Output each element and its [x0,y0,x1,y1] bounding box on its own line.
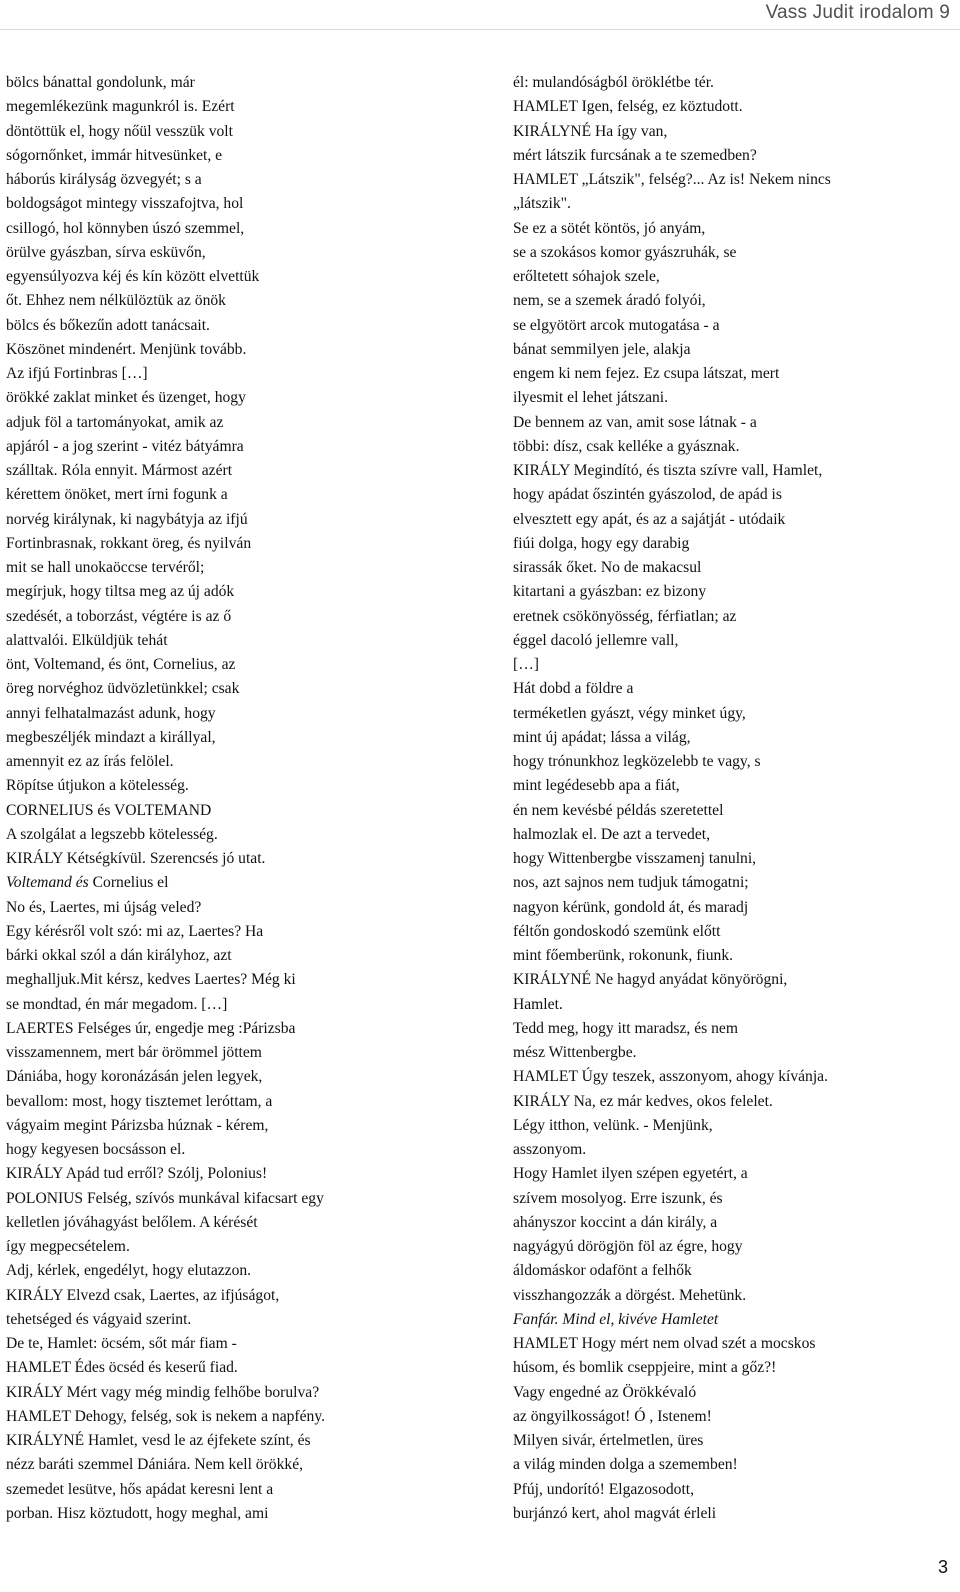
text-line: megírjuk, hogy tiltsa meg az új adók [6,583,235,601]
text-line: se elgyötört arcok mutogatása - a [513,316,720,334]
text-line: ahányszor koccint a dán király, a [513,1213,718,1231]
text-line: KIRÁLYNÉ Hamlet, vesd le az éjfekete színt, és [6,1432,311,1449]
text-line: nem, se a szemek áradó folyói, [513,292,706,310]
text-line: alattvalói. Elküldjük tehát [6,631,168,649]
text-line: Adj, kérlek, engedélyt, hogy elutazzon. [6,1262,252,1280]
text-line: a világ minden dolga a szememben! [513,1456,738,1474]
text-line: az öngyilkosságot! Ó , Istenem! [513,1407,712,1425]
text-line: Dániába, hogy koronázásán jelen legyek, [6,1068,263,1086]
text-line: él: mulandóságból öröklétbe tér. [513,74,714,91]
text-line: vágyaim megint Párizsba húznak - kérem, [6,1116,269,1134]
text-line: adjuk föl a tartományokat, amik az [6,413,224,431]
text-line: nagyágyú dörögjön föl az égre, hogy [513,1238,743,1255]
text-line: háborús királyság özvegyét; s a [6,171,202,188]
text-line: öreg norvéghoz üdvözletünkkel; csak [6,680,240,698]
text-line: HAMLET Hogy mért nem olvad szét a mocskos [513,1335,816,1352]
page-number: 3 [937,1557,948,1577]
text-line: Se ez a sötét köntös, jó anyám, [513,219,706,237]
stage-direction-rest: Cornelius el [92,874,169,892]
text-line: bevallom: most, hogy tisztemet leróttam, a [6,1092,273,1110]
text-line: kelletlen jóváhagyást belőlem. A kérését [6,1213,258,1231]
text-line: HAMLET Édes öcséd és keserű fiad. [6,1359,238,1377]
text-line: többi: dísz, csak kelléke a gyásznak. [513,437,740,455]
text-line: Légy itthon, velünk. - Menjünk, [513,1116,713,1134]
text-line: bánat semmilyen jele, alakja [513,340,691,358]
text-line: éggel dacoló jellemre vall, [513,631,679,649]
text-line: csillogó, hol könnyben úszó szemmel, [6,219,245,237]
text-line: hogy Wittenbergbe visszamenj tanulni, [513,850,757,867]
text-line: tehetséged és vágyaid szerint. [6,1310,192,1328]
text-line: erőltetett sóhajok szele, [513,268,660,285]
text-line: szemedet lesütve, hős apádat keresni lent a [6,1480,274,1498]
text-line: porban. Hisz köztudott, hogy meghal, ami [6,1504,269,1522]
text-line: KIRÁLYNÉ Ne hagyd anyádat könyörögni, [513,971,788,989]
text-line: mint főemberünk, rokonunk, fiunk. [513,947,734,964]
text-line: De te, Hamlet: öcsém, sőt már fiam - [6,1335,237,1352]
text-column-right [513,71,953,1526]
text-line: KIRÁLY Na, ez már kedves, okos felelet. [513,1092,773,1110]
text-line: HAMLET Úgy teszek, asszonyom, ahogy kívánja. [513,1068,828,1086]
text-line: KIRÁLY Mért vagy még mindig felhőbe borulva? [6,1383,320,1401]
text-line: Röpítse útjukon a kötelesség. [6,777,189,795]
text-line: hogy trónunkhoz legközelebb te vagy, s [513,753,761,770]
text-line: nagyon kérünk, gondold át, és maradj [513,898,749,916]
text-column-left [6,71,466,1526]
text-line: boldogságot mintegy visszafojtva, hol [6,195,244,213]
running-header: Vass Judit irodalom 9 [765,2,950,23]
text-line: így megpecsételem. [6,1238,130,1255]
text-line: A szolgálat a legszebb kötelesség. [6,825,218,843]
text-line: fiúi dolga, hogy egy darabig [513,534,690,552]
text-line: terméketlen gyászt, végy minket úgy, [513,704,746,722]
text-line: […] [513,656,539,673]
text-line: Az ifjú Fortinbras […] [6,365,148,382]
text-line: KIRÁLY Elvezd csak, Laertes, az ifjúságot, [6,1286,280,1304]
text-line: LAERTES Felséges úr, engedje meg :Párizsba [6,1019,296,1037]
text-line: szálltak. Róla ennyit. Mármost azért [6,462,233,479]
text-line: amennyit ez az írás felölel. [6,753,174,770]
text-line: én nem kevésbé példás szeretettel [513,801,724,819]
text-line: KIRÁLY Megindító, és tiszta szívre vall, Hamlet, [513,462,823,479]
text-line: áldomáskor odafönt a felhők [513,1262,692,1280]
text-line: húsom, és bomlik cseppjeire, mint a gőz?! [513,1359,777,1377]
text-line: nézz baráti szemmel Dániára. Nem kell örökké, [6,1456,304,1474]
text-line: annyi felhatalmazást adunk, hogy [6,704,216,722]
text-line: se a szokásos komor gyászruhák, se [513,243,737,261]
text-line: apjáról - a jog szerint - vitéz bátyámra [6,437,244,455]
text-line: Hogy Hamlet ilyen szépen egyetért, a [513,1165,748,1183]
text-line: kitartani a gyászban: ez bizony [513,583,707,601]
text-line: HAMLET „Látszik", felség?... Az is! Nekem nincs [513,171,831,188]
text-line: HAMLET Igen, felség, ez köztudott. [513,98,743,116]
text-line: se mondtad, én már megadom. […] [6,995,228,1013]
text-line: engem ki nem fejez. Ez csupa látszat, mert [513,365,780,382]
text-line: Vagy engedné az Örökkévaló [513,1383,697,1401]
text-line: sógornőnket, immár hitvesünket, e [6,146,223,164]
text-line: féltőn gondoskodó szemünk előtt [513,922,721,940]
text-line: mint új apádat; lássa a világ, [513,728,691,746]
text-line: sirassák őket. No de makacsul [513,559,702,576]
text-line: mint legédesebb apa a fiát, [513,777,680,795]
text-line: halmozlak el. De azt a tervedet, [513,825,710,843]
text-line: Hamlet. [513,995,563,1013]
text-line: KIRÁLY Kétségkívül. Szerencsés jó utat. [6,850,266,867]
text-line: De bennem az van, amit sose látnak - a [513,413,757,431]
text-line [6,871,466,895]
text-line: CORNELIUS és VOLTEMAND [6,801,212,819]
text-line: bölcs bánattal gondolunk, már [6,74,195,91]
text-line: kérettem önöket, mert írni fogunk a [6,486,228,504]
header-divider [0,29,960,30]
text-line: burjánzó kert, ahol magvát érleli [513,1504,717,1522]
text-line: norvég királynak, ki nagybátyja az ifjú [6,510,248,528]
text-line: ilyesmit el lehet játszani. [513,389,669,407]
text-line: megbeszéljék mindazt a királlyal, [6,728,216,746]
text-line: egyensúlyozva kéj és kín között elvettük [6,268,260,285]
text-line: HAMLET Dehogy, felség, sok is nekem a napfény. [6,1407,326,1425]
text-line: hogy apádat őszintén gyászolod, de apád is [513,486,782,504]
text-line: bárki okkal szól a dán királyhoz, azt [6,947,232,964]
text-line: eretnek csökönyösség, férfiatlan; az [513,607,737,625]
text-line: Pfúj, undorító! Elgazosodott, [513,1480,695,1498]
text-line: Egy kérésről volt szó: mi az, Laertes? Ha [6,922,264,940]
text-line: önt, Voltemand, és önt, Cornelius, az [6,656,236,673]
text-line: örökké zaklat minket és üzenget, hogy [6,389,246,407]
text-line: őt. Ehhez nem nélkülöztük az önök [6,292,226,310]
text-line: mész Wittenbergbe. [513,1044,637,1061]
text-line: Fortinbrasnak, rokkant öreg, és nyilván [6,534,252,552]
text-line: visszhangozzák a dörgést. Mehetünk. [513,1286,747,1304]
text-line: Tedd meg, hogy itt maradsz, és nem [513,1019,738,1037]
text-line: elvesztett egy apát, és az a sajátját - utódaik [513,510,786,528]
text-line: hogy kegyesen bocsásson el. [6,1141,186,1158]
text-line: nos, azt sajnos nem tudjuk támogatni; [513,874,749,892]
text-line: asszonyom. [513,1141,587,1158]
stage-direction: Voltemand és [6,874,93,892]
text-line: No és, Laertes, mi újság veled? [6,898,202,916]
text-line: mit se hall unokaöccse tervéről; [6,559,205,576]
text-line: visszamennem, mert bár örömmel jöttem [6,1044,262,1061]
text-line: megemlékezünk magunkról is. Ezért [6,98,235,116]
text-line: örülve gyászban, sírva esküvőn, [6,243,206,261]
text-line: szívem mosolyog. Erre iszunk, és [513,1189,723,1207]
text-line: Milyen sivár, értelmetlen, üres [513,1432,704,1449]
text-line: szedését, a toborzást, végtére is az ő [6,607,232,625]
text-line: meghalljuk.Mit kérsz, kedves Laertes? Még ki [6,971,296,989]
text-line: mért látszik furcsának a te szemedben? [513,146,757,164]
text-line: Köszönet mindenért. Menjünk tovább. [6,340,247,358]
text-line: POLONIUS Felség, szívós munkával kifacsart egy [6,1189,324,1207]
text-line: KIRÁLY Apád tud erről? Szólj, Polonius! [6,1165,268,1183]
text-line: bölcs és bőkezűn adott tanácsait. [6,316,210,334]
text-line: Hát dobd a földre a [513,680,634,698]
text-line: Fanfár. Mind el, kivéve Hamletet [513,1310,719,1328]
text-line: „látszik". [513,195,571,213]
text-line: KIRÁLYNÉ Ha így van, [513,122,668,140]
text-line: döntöttük el, hogy nőül vesszük volt [6,122,233,140]
